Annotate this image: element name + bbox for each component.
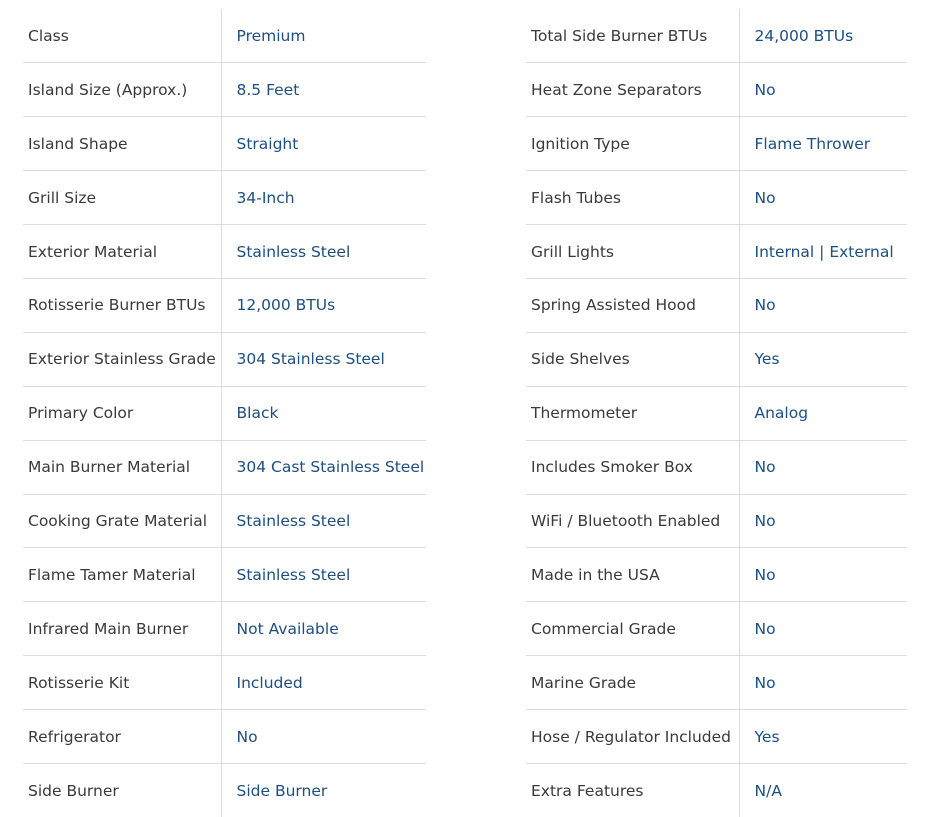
spec-value: N/A <box>754 781 782 800</box>
spec-row <box>23 494 426 548</box>
spec-value: 34-Inch <box>221 171 426 225</box>
spec-label: Island Size (Approx.) <box>23 63 221 117</box>
spec-row <box>23 332 426 386</box>
spec-row <box>526 278 907 332</box>
spec-label: Hose / Regulator Included <box>526 710 739 764</box>
spec-row <box>23 763 426 817</box>
spec-value: Straight <box>221 117 426 171</box>
spec-row <box>23 602 426 656</box>
spec-label: Cooking Grate Material <box>23 494 221 548</box>
spec-value: Stainless Steel <box>221 548 426 602</box>
spec-row <box>526 386 907 440</box>
spec-label: Exterior Material <box>23 225 221 279</box>
spec-row <box>23 9 426 63</box>
spec-value: Yes <box>739 710 907 764</box>
spec-label: Includes Smoker Box <box>526 440 739 494</box>
spec-value: No <box>221 710 426 764</box>
spec-row <box>23 171 426 225</box>
spec-value: No <box>739 278 907 332</box>
spec-row <box>526 440 907 494</box>
spec-label: Island Shape <box>23 117 221 171</box>
spec-value: Flame Thrower <box>739 117 907 171</box>
spec-row <box>23 548 426 602</box>
spec-label: Made in the USA <box>526 548 739 602</box>
spec-value: Stainless Steel <box>221 494 426 548</box>
spec-label: Exterior Stainless Grade <box>23 332 221 386</box>
spec-value: Stainless Steel <box>221 225 426 279</box>
spec-value: 304 Stainless Steel <box>221 332 426 386</box>
spec-label: Grill Size <box>23 171 221 225</box>
spec-label: Refrigerator <box>23 710 221 764</box>
spec-value: No <box>739 171 907 225</box>
spec-label: Extra Features <box>526 763 739 817</box>
spec-row <box>526 171 907 225</box>
spec-row <box>23 656 426 710</box>
spec-label: Rotisserie Kit <box>23 656 221 710</box>
spec-value: Not Available <box>221 602 426 656</box>
spec-value: No <box>739 656 907 710</box>
spec-label: Primary Color <box>23 386 221 440</box>
spec-label: Main Burner Material <box>23 440 221 494</box>
spec-label: Side Burner <box>23 763 221 817</box>
spec-label: Marine Grade <box>526 656 739 710</box>
spec-row <box>526 9 907 63</box>
spec-value: 12,000 BTUs <box>221 278 426 332</box>
spec-label: Grill Lights <box>526 225 739 279</box>
spec-row <box>526 225 907 279</box>
spec-label: Total Side Burner BTUs <box>526 9 739 63</box>
spec-label: Ignition Type <box>526 117 739 171</box>
spec-label: WiFi / Bluetooth Enabled <box>526 494 739 548</box>
spec-value: 8.5 Feet <box>221 63 426 117</box>
spec-value: Side Burner <box>236 781 328 800</box>
spec-label: Spring Assisted Hood <box>526 278 739 332</box>
spec-value: Analog <box>739 386 907 440</box>
spec-value: Premium <box>221 9 426 63</box>
spec-label: Commercial Grade <box>526 602 739 656</box>
spec-value: No <box>739 440 907 494</box>
spec-label: Infrared Main Burner <box>23 602 221 656</box>
spec-row <box>526 763 907 817</box>
spec-row <box>23 63 426 117</box>
spec-value: 304 Cast Stainless Steel <box>221 440 426 494</box>
spec-value: No <box>739 494 907 548</box>
spec-row <box>526 710 907 764</box>
spec-value: Internal | External <box>739 225 907 279</box>
spec-value: 24,000 BTUs <box>739 9 907 63</box>
spec-value: Yes <box>739 332 907 386</box>
spec-row <box>23 278 426 332</box>
spec-label: Flash Tubes <box>526 171 739 225</box>
spec-label: Class <box>23 9 221 63</box>
spec-row <box>526 63 907 117</box>
spec-row <box>526 332 907 386</box>
spec-value: Black <box>221 386 426 440</box>
spec-value: No <box>739 548 907 602</box>
spec-label: Thermometer <box>526 386 739 440</box>
spec-row <box>23 440 426 494</box>
spec-row <box>526 494 907 548</box>
specs-table-right <box>526 9 907 817</box>
spec-value: No <box>739 602 907 656</box>
spec-row <box>23 710 426 764</box>
spec-row <box>526 602 907 656</box>
spec-label: Rotisserie Burner BTUs <box>23 278 221 332</box>
specs-table-left <box>23 9 426 817</box>
spec-row <box>526 656 907 710</box>
spec-value: Included <box>221 656 426 710</box>
spec-row <box>526 548 907 602</box>
spec-label: Side Shelves <box>526 332 739 386</box>
spec-value: No <box>739 63 907 117</box>
spec-row <box>23 386 426 440</box>
spec-label: Flame Tamer Material <box>23 548 221 602</box>
spec-row <box>23 225 426 279</box>
spec-label: Heat Zone Separators <box>526 63 739 117</box>
spec-row <box>23 117 426 171</box>
spec-row <box>526 117 907 171</box>
